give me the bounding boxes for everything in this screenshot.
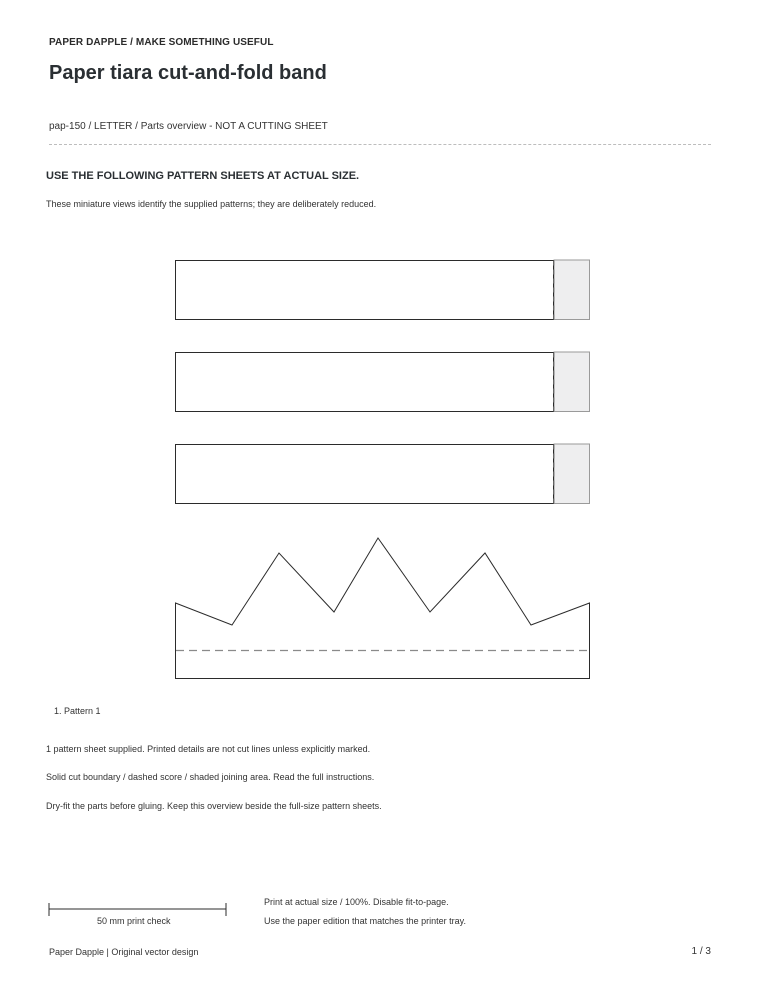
footer-credit: Paper Dapple | Original vector design [49, 947, 199, 957]
glue-tab [554, 260, 590, 320]
band-part [176, 444, 590, 504]
crown-part [176, 538, 590, 679]
note-line: Solid cut boundary / dashed score / shaded joining area. Read the full instructions. [46, 772, 375, 782]
intro-text: These miniature views identify the supplied patterns; they are deliberately reduced. [46, 199, 377, 209]
print-instruction: Print at actual size / 100%. Disable fit-to-page. [264, 897, 449, 907]
band-outline [176, 261, 554, 320]
note-line: 1 pattern sheet supplied. Printed details are not cut lines unless explicitly marked. [46, 744, 371, 754]
figure-caption: 1. Pattern 1 [54, 706, 101, 716]
pattern-overview-figure [0, 230, 760, 690]
crown-outline [176, 538, 590, 679]
band-outline [176, 445, 554, 504]
band-part [176, 352, 590, 412]
band-part [176, 260, 590, 320]
document-meta: pap-150 / LETTER / Parts overview - NOT A CUTTING SHEET [49, 121, 328, 132]
note-line: Dry-fit the parts before gluing. Keep this overview beside the full-size pattern sheets. [46, 801, 382, 811]
print-instruction: Use the paper edition that matches the printer tray. [264, 916, 466, 926]
scale-check-label: 50 mm print check [97, 916, 171, 926]
section-heading: USE THE FOLLOWING PATTERN SHEETS AT ACTUAL SIZE. [46, 170, 360, 182]
page-number: 1 / 3 [691, 946, 711, 957]
glue-tab [554, 444, 590, 504]
brand-line: PAPER DAPPLE / MAKE SOMETHING USEFUL [49, 37, 274, 48]
band-outline [176, 353, 554, 412]
header-divider [49, 144, 711, 145]
page-title: Paper tiara cut-and-fold band [49, 62, 327, 84]
glue-tab [554, 352, 590, 412]
